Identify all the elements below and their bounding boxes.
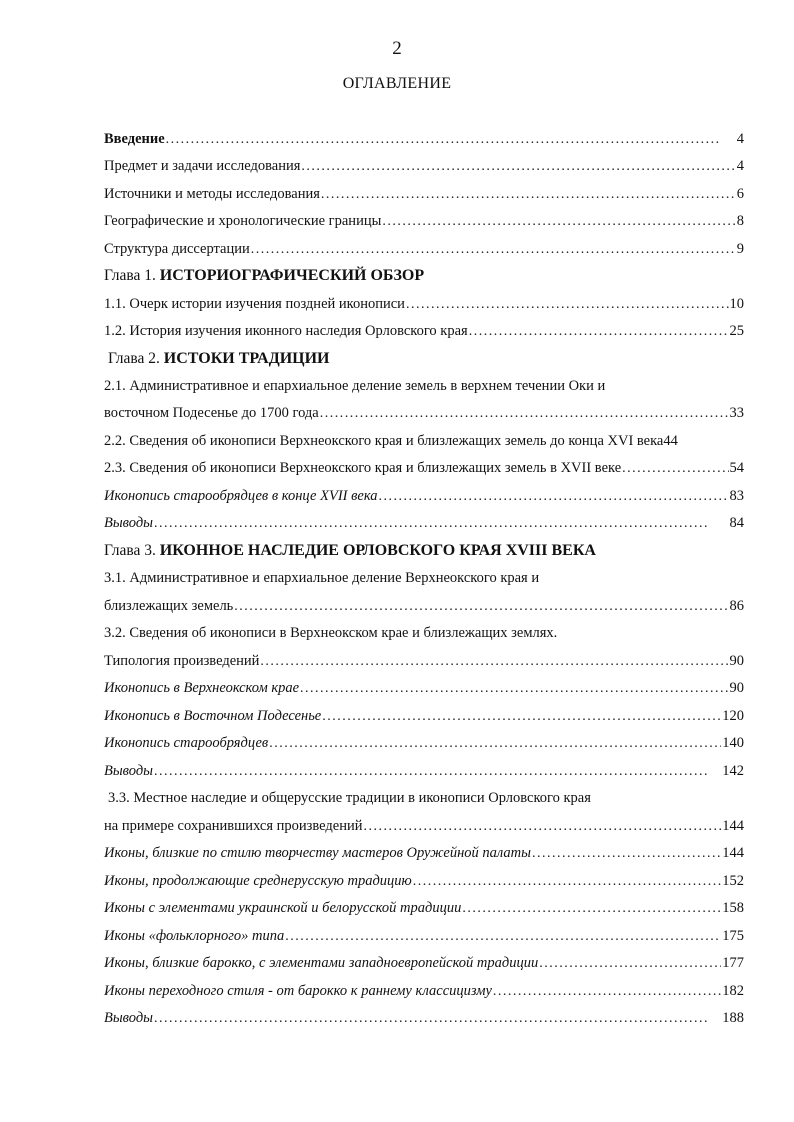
dot-leader <box>363 816 721 838</box>
toc-entry[interactable] <box>104 1007 744 1029</box>
toc-entry-label: Выводы <box>104 515 153 531</box>
toc-entry[interactable] <box>104 952 744 974</box>
dot-leader <box>154 761 721 783</box>
chapter-prefix: Глава 3. <box>104 542 156 559</box>
dot-leader <box>493 981 721 1003</box>
chapter-title: ИКОННОЕ НАСЛЕДИЕ ОРЛОВСКОГО КРАЯ XVIII ВЕКА <box>159 542 596 559</box>
toc-entry-label: Структура диссертации <box>104 241 250 257</box>
toc-title: ОГЛАВЛЕНИЕ <box>342 75 452 92</box>
toc-entry-page: 10 <box>729 296 744 312</box>
dot-leader <box>154 1008 721 1030</box>
toc-entry[interactable] <box>104 320 744 342</box>
toc-entry-page: 177 <box>722 955 744 971</box>
toc-entry-page: 188 <box>722 1010 744 1026</box>
dot-leader <box>322 706 721 728</box>
chapter-title: ИСТОРИОГРАФИЧЕСКИЙ ОБЗОР <box>159 267 425 284</box>
toc-entry-page: 83 <box>729 488 744 504</box>
toc-entry-label: 2.3. Сведения об иконописи Верхнеокского края и близлежащих земель в XVII веке <box>104 460 622 476</box>
toc-entry[interactable] <box>104 485 744 507</box>
toc-entry-label: Выводы <box>104 1010 153 1026</box>
dot-leader <box>154 513 729 535</box>
toc-entry-page: 25 <box>729 323 744 339</box>
toc-entry-label: Иконопись старообрядцев в конце XVII века <box>104 488 378 504</box>
toc-entry-page: 144 <box>722 845 744 861</box>
dot-leader <box>251 239 736 261</box>
toc-entry-page: 144 <box>722 818 744 834</box>
dot-leader <box>300 678 728 700</box>
toc-entry-page: 8 <box>736 213 744 229</box>
toc-entry-page: 4 <box>736 158 744 174</box>
toc-entry-label: Географические и хронологические границы <box>104 213 382 229</box>
chapter-prefix: Глава 1. <box>104 267 156 284</box>
toc-entry-label: Иконопись старообрядцев <box>104 735 269 751</box>
toc-entry-label: 1.1. Очерк истории изучения поздней иконописи <box>104 296 405 312</box>
chapter-heading-1[interactable] <box>104 265 744 287</box>
toc-entry[interactable] <box>104 677 744 699</box>
dot-leader <box>532 843 721 865</box>
toc-entry-label: восточном Подесенье до 1700 года <box>104 405 319 421</box>
toc-entry[interactable] <box>104 430 744 452</box>
toc-entry-label: Иконы, близкие по стилю творчеству мастеров Оружейной палаты <box>104 845 531 861</box>
toc-entry-label: на примере сохранившихся произведений <box>104 818 363 834</box>
toc-entry[interactable] <box>104 760 744 782</box>
toc-entry-page: 86 <box>729 598 744 614</box>
toc-entry[interactable] <box>104 512 744 534</box>
toc-entry-line[interactable]: 2.1. Административное и епархиальное деление земель в верхнем течении Оки и <box>104 378 606 394</box>
toc-entry-label: 1.2. История изучения иконного наследия Орловского края <box>104 323 468 339</box>
dot-leader <box>166 129 736 151</box>
dot-leader <box>406 294 729 316</box>
toc-entry-page: 44 <box>663 433 678 449</box>
toc-entry[interactable] <box>104 210 744 232</box>
toc-entry[interactable] <box>104 815 744 837</box>
dot-leader <box>622 458 728 480</box>
toc-entry-page: 140 <box>722 735 744 751</box>
toc-entry-label: Выводы <box>104 763 153 779</box>
toc-entry[interactable] <box>104 293 744 315</box>
dot-leader <box>301 156 735 178</box>
chapter-title: ИСТОКИ ТРАДИЦИИ <box>163 350 330 367</box>
dot-leader <box>269 733 721 755</box>
chapter-prefix: Глава 2. <box>108 350 160 367</box>
dot-leader <box>539 953 721 975</box>
toc-entry-page: 9 <box>736 241 744 257</box>
toc-entry[interactable] <box>104 870 744 892</box>
dot-leader <box>469 321 729 343</box>
toc-entry[interactable] <box>104 842 744 864</box>
toc-entry-label: Иконы с элементами украинской и белорусской традиции <box>104 900 462 916</box>
toc-entry-page: 90 <box>729 680 744 696</box>
toc-entry[interactable] <box>104 155 744 177</box>
toc-entry[interactable] <box>104 457 744 479</box>
toc-entry-line[interactable]: 3.2. Сведения об иконописи в Верхнеокском крае и близлежащих землях. <box>104 625 558 641</box>
toc-entry-page: 90 <box>729 653 744 669</box>
toc-entry[interactable] <box>104 183 744 205</box>
toc-entry-label: Иконы, продолжающие среднерусскую традицию <box>104 873 412 889</box>
dot-leader <box>285 926 721 948</box>
page-number: 2 <box>392 38 402 59</box>
toc-entry-page: 175 <box>722 928 744 944</box>
toc-entry[interactable] <box>104 650 744 672</box>
dot-leader <box>382 211 735 233</box>
toc-entry-line[interactable]: 3.3. Местное наследие и общерусские традиции в иконописи Орловского края <box>108 790 591 806</box>
chapter-heading-2[interactable] <box>108 348 748 370</box>
toc-entry[interactable] <box>104 980 744 1002</box>
toc-entry[interactable] <box>104 595 744 617</box>
dot-leader <box>462 898 721 920</box>
toc-entry-intro[interactable] <box>104 128 744 150</box>
toc-entry-line[interactable]: 3.1. Административное и епархиальное деление Верхнеокского края и <box>104 570 540 586</box>
toc-entry-label: Иконы переходного стиля - от барокко к раннему классицизму <box>104 983 492 999</box>
toc-entry-label: Типология произведений <box>104 653 260 669</box>
toc-entry-page: 6 <box>736 186 744 202</box>
dot-leader <box>413 871 721 893</box>
dot-leader <box>260 651 728 673</box>
toc-entry[interactable] <box>104 897 744 919</box>
dot-leader <box>379 486 729 508</box>
toc-entry-page: 54 <box>729 460 744 476</box>
toc-entry-page: 142 <box>722 763 744 779</box>
dot-leader <box>321 184 736 206</box>
toc-entry-page: 152 <box>722 873 744 889</box>
toc-entry-label: Иконы, близкие барокко, с элементами западноевропейской традиции <box>104 955 539 971</box>
toc-entry-page: 182 <box>722 983 744 999</box>
toc-entry[interactable] <box>104 402 744 424</box>
chapter-heading-3[interactable] <box>104 540 744 562</box>
toc-entry-label: Введение <box>104 131 165 147</box>
toc-entry[interactable] <box>104 705 744 727</box>
toc-entry-page: 84 <box>729 515 744 531</box>
toc-entry-label: Иконы «фольклорного» типа <box>104 928 285 944</box>
toc-entry-page: 4 <box>736 131 744 147</box>
toc-entry[interactable] <box>104 238 744 260</box>
toc-entry-label: 2.2. Сведения об иконописи Верхнеокского края и близлежащих земель до конца XVI века <box>104 433 664 449</box>
dot-leader <box>320 403 729 425</box>
dot-leader <box>234 596 728 618</box>
toc-entry-label: Предмет и задачи исследования <box>104 158 301 174</box>
toc-entry-label: близлежащих земель <box>104 598 234 614</box>
toc-entry-label: Иконопись в Верхнеокском крае <box>104 680 300 696</box>
toc-entry[interactable] <box>104 925 744 947</box>
toc-entry-page: 120 <box>722 708 744 724</box>
toc-entry-page: 158 <box>722 900 744 916</box>
toc-entry-page: 33 <box>729 405 744 421</box>
toc-entry-label: Иконопись в Восточном Подесенье <box>104 708 322 724</box>
toc-entry[interactable] <box>104 732 744 754</box>
toc-entry-label: Источники и методы исследования <box>104 186 320 202</box>
